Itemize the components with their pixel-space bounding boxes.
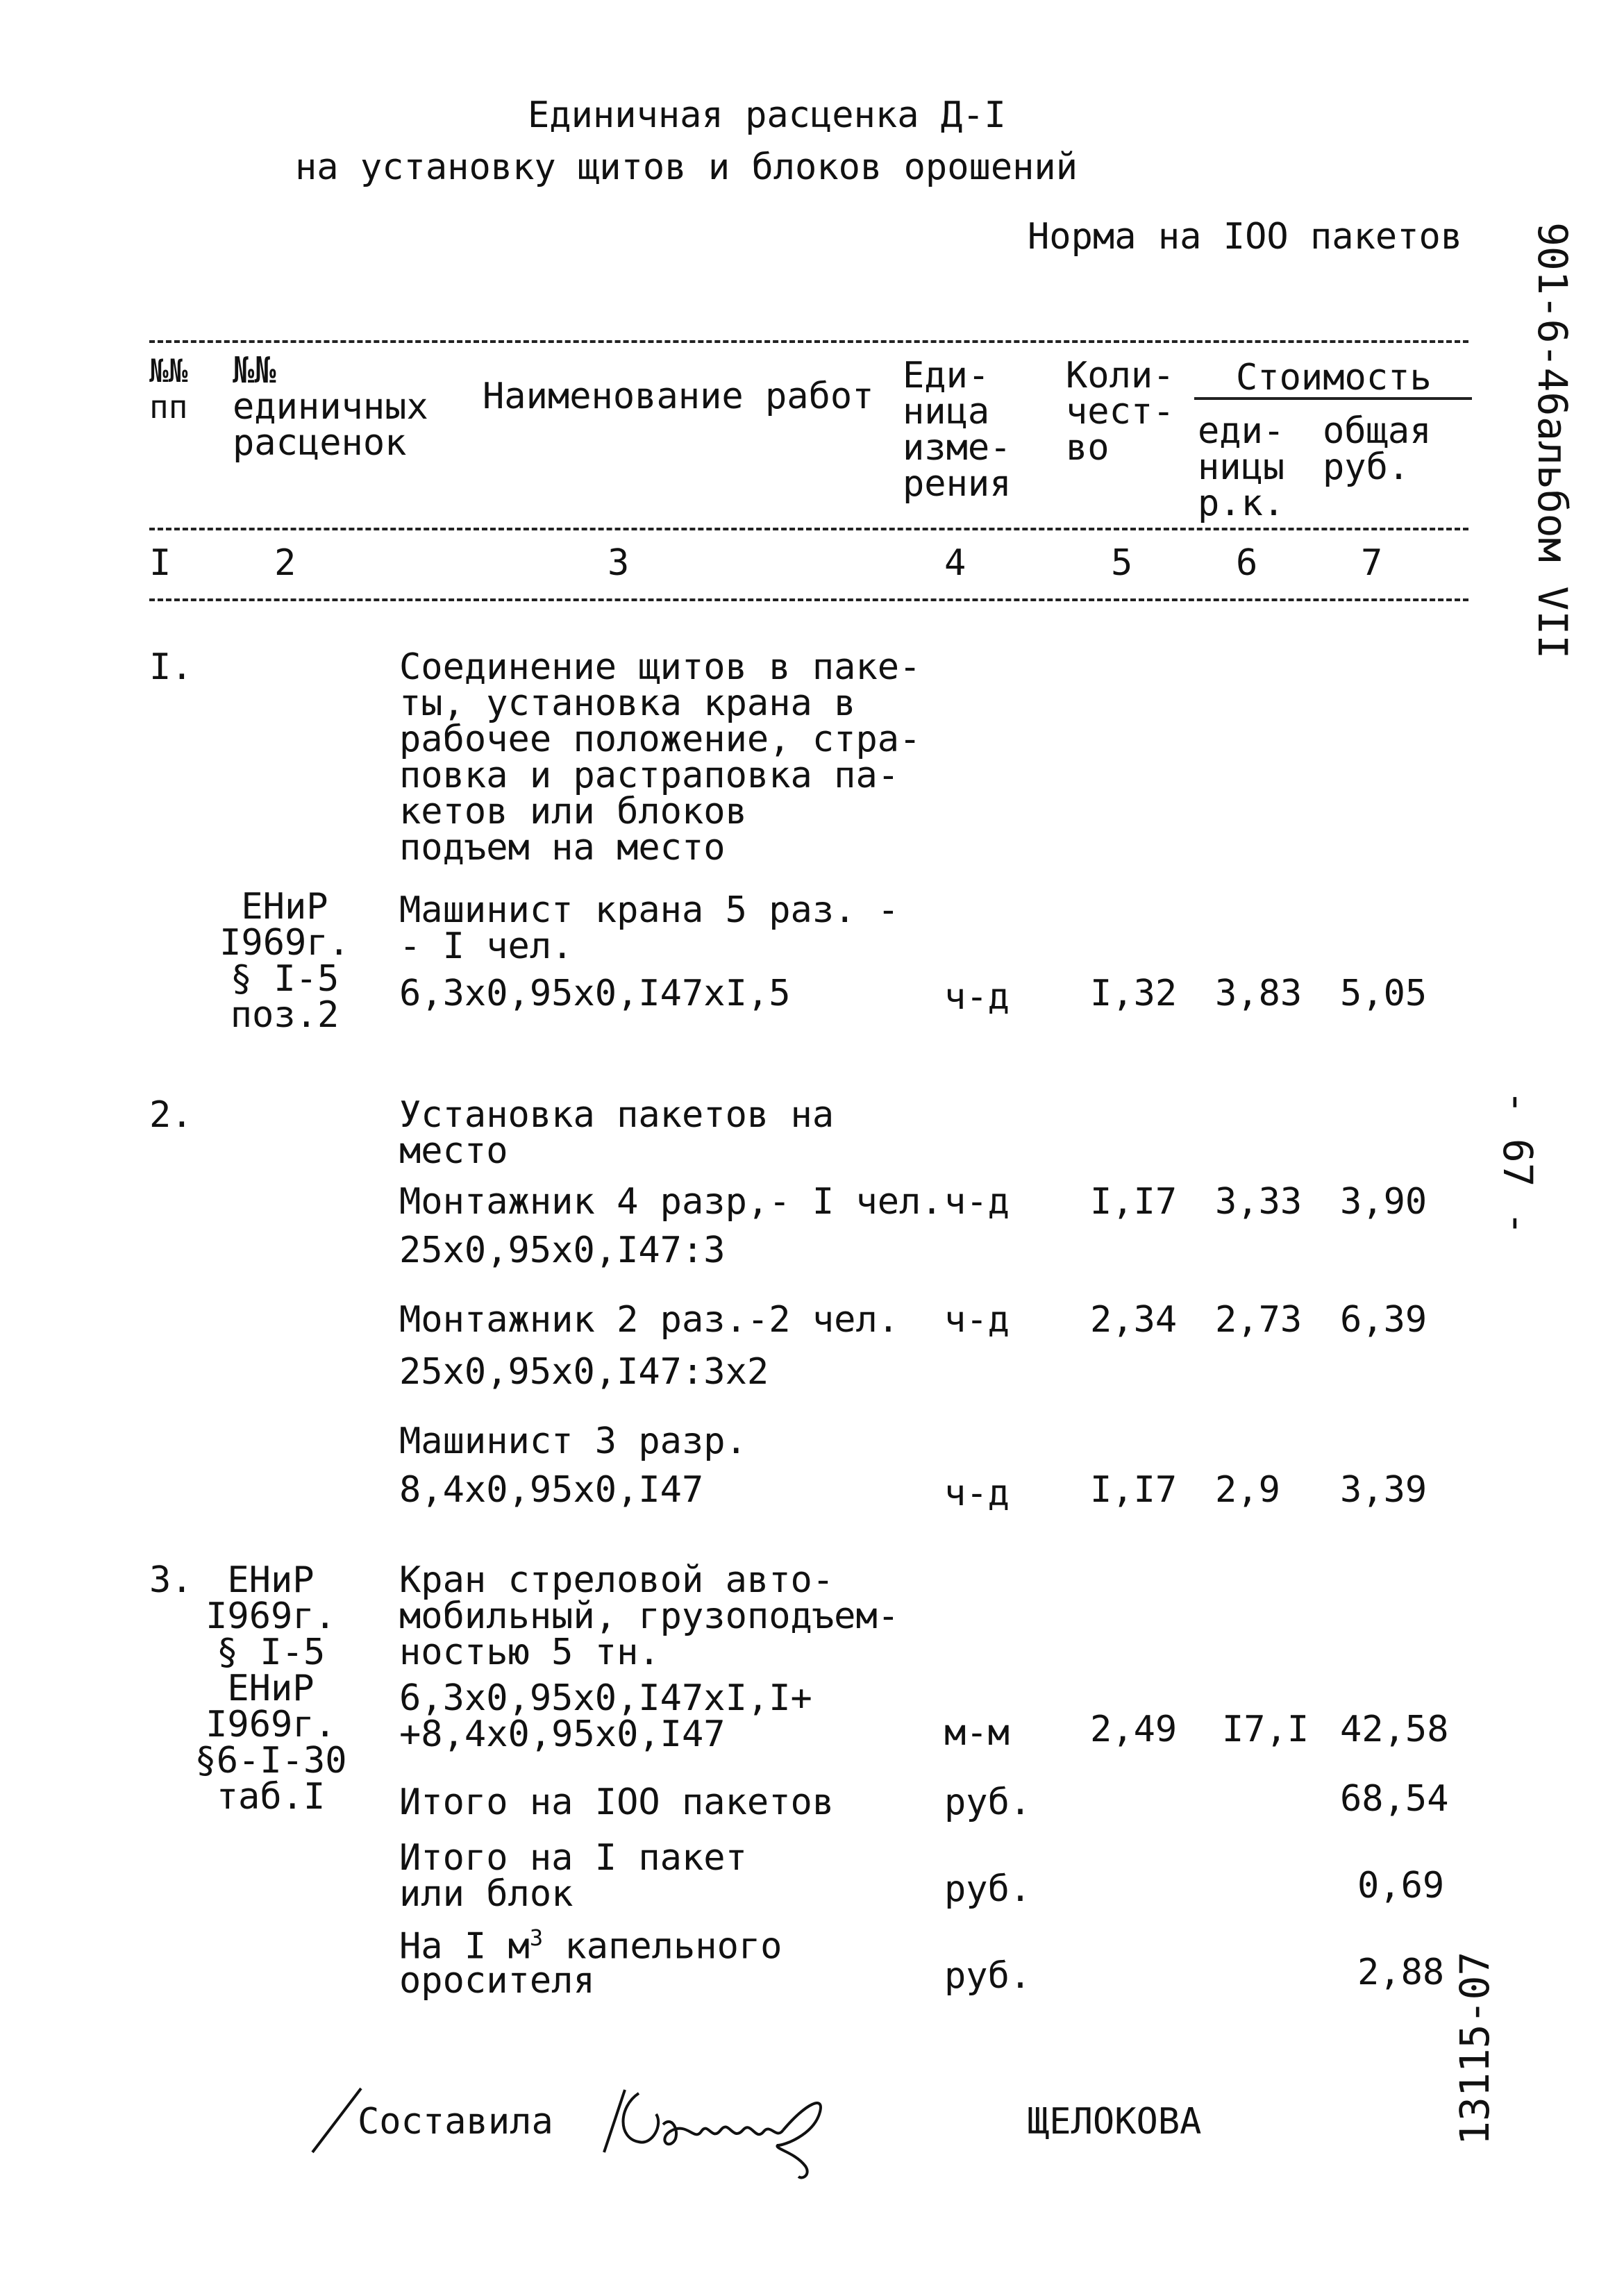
total-per-100-label: Итого на IOO пакетов bbox=[399, 1782, 835, 1823]
total-per-m3-label-b: капельного bbox=[543, 1925, 782, 1968]
header-bottom-divider bbox=[149, 598, 1468, 601]
header-top-divider bbox=[149, 340, 1468, 343]
col-header-total-cost: общая руб. bbox=[1323, 410, 1432, 488]
total-per-m3-superscript: 3 bbox=[529, 1925, 544, 1951]
col-header-cost-group: Стоимость bbox=[1236, 357, 1432, 399]
col-header-work-name: Наименование работ bbox=[483, 376, 874, 417]
margin-code: 901-6-46 bbox=[1529, 222, 1576, 417]
margin-album: альбом VII bbox=[1529, 417, 1576, 660]
row-1-unit: ч-д bbox=[944, 976, 1010, 1018]
row-2b-item-formula: 25х0,95х0,I47:3х2 bbox=[399, 1351, 769, 1393]
row-2c-unit-cost: 2,9 bbox=[1215, 1469, 1280, 1511]
total-per-m3-label bbox=[399, 1925, 782, 1968]
col-number-7: 7 bbox=[1361, 542, 1383, 584]
row-2a-total-cost: 3,90 bbox=[1340, 1181, 1428, 1223]
row-2b-unit-cost: 2,73 bbox=[1215, 1299, 1303, 1341]
row-2c-item-name: Машинист 3 разр. bbox=[399, 1421, 747, 1462]
col-number-5: 5 bbox=[1111, 542, 1133, 584]
row-2a-item-formula: 25х0,95х0,I47:3 bbox=[399, 1230, 726, 1271]
col-header-unit: Еди- ница изме- рения bbox=[903, 355, 1012, 505]
col-number-3: 3 bbox=[608, 542, 630, 584]
row-1-item-formula: 6,3х0,95х0,I47хI,5 bbox=[399, 973, 791, 1014]
col-number-4: 4 bbox=[944, 542, 966, 584]
row-3-unit-cost: I7,I bbox=[1222, 1709, 1309, 1750]
row-2c-unit: ч-д bbox=[944, 1473, 1010, 1514]
cost-group-underline bbox=[1194, 397, 1472, 400]
row-2b-quantity: 2,34 bbox=[1090, 1299, 1178, 1341]
compiled-by-label: Составила bbox=[358, 2101, 553, 2143]
total-per-packet-unit: руб. bbox=[944, 1868, 1032, 1910]
total-per-100-value: 68,54 bbox=[1340, 1778, 1449, 1820]
row-1-unit-cost: 3,83 bbox=[1215, 973, 1303, 1014]
margin-page-number: - 67 - bbox=[1494, 1090, 1541, 1236]
row-2-work-name: Установка пакетов на место bbox=[399, 1094, 835, 1172]
row-2a-quantity: I,I7 bbox=[1090, 1181, 1178, 1223]
header-mid-divider bbox=[149, 528, 1468, 530]
total-per-packet-value: 0,69 bbox=[1357, 1865, 1445, 1907]
row-3-rate-reference: ЕНиР I969г. § I-5 ЕНиР I969г. §6-I-30 таб.I bbox=[194, 1559, 347, 1818]
total-per-packet-label: Итого на I пакет или блок bbox=[399, 1837, 747, 1915]
row-2b-item-name: Монтажник 2 раз.-2 чел. bbox=[399, 1299, 900, 1341]
row-3-formula: 6,3х0,95х0,I47хI,I+ +8,4х0,95х0,I47 bbox=[399, 1677, 812, 1755]
total-per-100-unit: руб. bbox=[944, 1782, 1032, 1823]
row-2b-total-cost: 6,39 bbox=[1340, 1299, 1428, 1341]
row-2b-unit: ч-д bbox=[944, 1299, 1010, 1341]
total-per-m3-label-c: оросителя bbox=[399, 1960, 595, 2002]
row-2a-unit-cost: 3,33 bbox=[1215, 1181, 1303, 1223]
row-1-item-name: Машинист крана 5 раз. - - I чел. bbox=[399, 889, 900, 967]
row-1-total-cost: 5,05 bbox=[1340, 973, 1428, 1014]
row-1-number: I. bbox=[149, 646, 193, 688]
row-2a-item-name: Монтажник 4 разр,- I чел. bbox=[399, 1181, 943, 1223]
compiler-name: ЩЕЛОКОВА bbox=[1028, 2101, 1202, 2143]
row-3-total-cost: 42,58 bbox=[1340, 1709, 1449, 1750]
row-2c-item-formula: 8,4х0,95х0,I47 bbox=[399, 1469, 704, 1511]
margin-sheet-number: 13115-07 bbox=[1451, 1951, 1498, 2145]
col-number-6: 6 bbox=[1236, 542, 1258, 584]
col-header-unit-cost: еди- ницы р.к. bbox=[1198, 410, 1285, 524]
row-2c-quantity: I,I7 bbox=[1090, 1469, 1178, 1511]
col-number-1: I bbox=[149, 542, 171, 584]
row-1-rate-reference: ЕНиР I969г. § I-5 поз.2 bbox=[219, 886, 350, 1036]
row-1-quantity: I,32 bbox=[1090, 973, 1178, 1014]
row-3-number: 3. bbox=[149, 1559, 193, 1601]
norm-label: Норма на IOO пакетов bbox=[1028, 216, 1463, 258]
document-title: Единичная расценка Д-I bbox=[528, 94, 1006, 136]
row-3-quantity: 2,49 bbox=[1090, 1709, 1178, 1750]
row-2-number: 2. bbox=[149, 1094, 193, 1136]
document-subtitle: на установку щитов и блоков орошений bbox=[295, 146, 1078, 188]
row-1-work-name: Соединение щитов в паке- ты, установка крана в рабочее положение, стра- повка и растраповка па- кетов или блоков подъем на место bbox=[399, 646, 921, 869]
handwritten-signature bbox=[597, 2076, 861, 2187]
total-per-m3-unit: руб. bbox=[944, 1955, 1032, 1997]
row-3-work-name: Кран стреловой авто- мобильный, грузоподъем- ностью 5 тн. bbox=[399, 1559, 900, 1673]
col-header-rate-number: №№ единичных расценок bbox=[233, 350, 428, 464]
total-per-m3-value: 2,88 bbox=[1357, 1952, 1445, 1993]
row-2c-total-cost: 3,39 bbox=[1340, 1469, 1428, 1511]
total-per-m3-label-a: На I м bbox=[399, 1925, 530, 1968]
row-3-unit: м-м bbox=[944, 1712, 1010, 1754]
col-header-quantity: Коли- чест- во bbox=[1066, 355, 1175, 469]
col-header-number: №№ пп bbox=[149, 352, 188, 426]
col-number-2: 2 bbox=[274, 542, 296, 584]
row-2a-unit: ч-д bbox=[944, 1181, 1010, 1223]
